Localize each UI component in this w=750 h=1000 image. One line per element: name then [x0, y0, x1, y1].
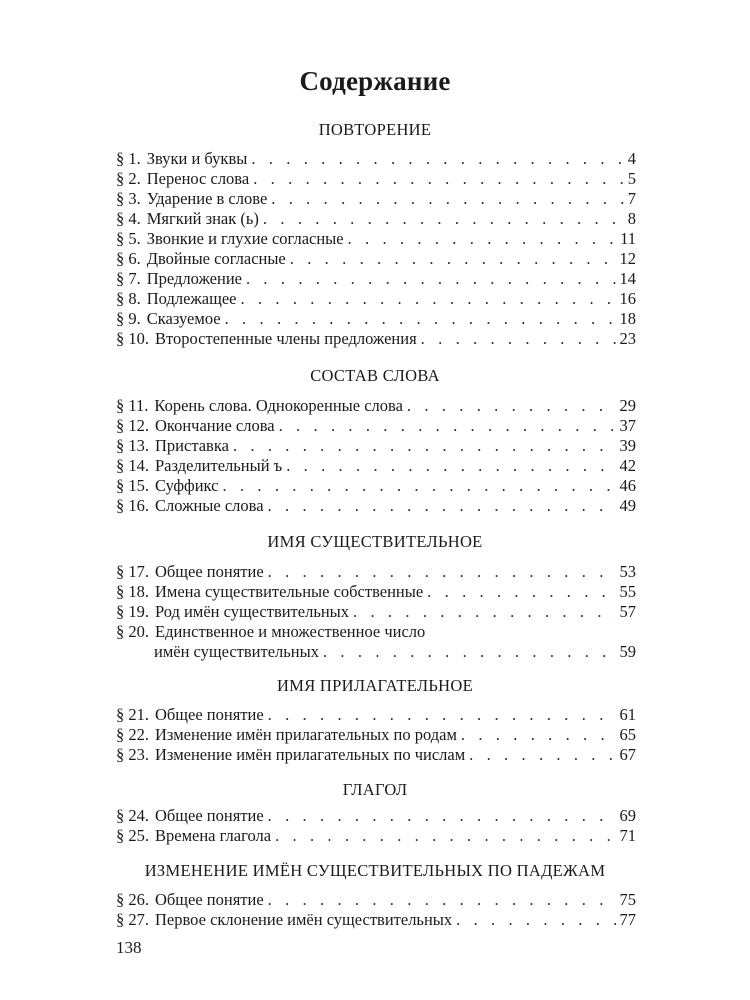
entry-title: Звонкие и глухие согласные — [146, 229, 344, 248]
entry-number: § 25. — [116, 826, 149, 845]
entry-page: 11 — [620, 229, 636, 248]
page-number: 138 — [116, 938, 142, 957]
entry-number: § 1. — [116, 149, 141, 168]
dot-leader — [268, 806, 616, 826]
entry-title: Окончание слова — [155, 416, 275, 435]
toc-section-izmenenie-po-padezham — [116, 890, 636, 930]
entry-number: § 21. — [116, 705, 149, 724]
entry-page: 14 — [619, 269, 636, 288]
entry-title: Изменение имён прилагательных по числам — [155, 745, 466, 764]
toc-entry[interactable] — [116, 602, 636, 622]
entry-page: 18 — [619, 309, 636, 328]
entry-page: 49 — [619, 496, 636, 515]
toc-entry-continuation[interactable] — [116, 642, 636, 662]
entry-title: Двойные согласные — [146, 249, 286, 268]
entry-page: 65 — [619, 725, 636, 744]
dot-leader — [427, 582, 615, 602]
toc-entry[interactable] — [116, 705, 636, 725]
section-heading-sostav-slova: СОСТАВ СЛОВА — [310, 366, 440, 385]
entry-page: 12 — [619, 249, 636, 268]
dot-leader — [263, 209, 624, 229]
dot-leader — [233, 436, 616, 456]
entry-title: Сказуемое — [146, 309, 221, 328]
toc-entry[interactable] — [116, 806, 636, 826]
entry-number: § 16. — [116, 496, 149, 515]
dot-leader — [275, 826, 615, 846]
entry-title: Ударение в слове — [146, 189, 268, 208]
entry-title: Второстепенные члены предложения — [155, 329, 417, 348]
entry-title-continuation: имён существительных — [154, 642, 319, 661]
entry-number: § 12. — [116, 416, 149, 435]
entry-page: 42 — [619, 456, 636, 475]
dot-leader — [268, 496, 616, 516]
toc-entry[interactable] — [116, 562, 636, 582]
entry-number: § 24. — [116, 806, 149, 825]
entry-title: Сложные слова — [155, 496, 264, 515]
toc-entry[interactable] — [116, 329, 636, 349]
toc-entry[interactable] — [116, 209, 636, 229]
entry-title: Общее понятие — [155, 705, 264, 724]
entry-page: 23 — [619, 329, 636, 348]
entry-page: 69 — [619, 806, 636, 825]
toc-section-imya-prilagatelnoe — [116, 705, 636, 765]
dot-leader — [222, 476, 615, 496]
toc-entry[interactable] — [116, 496, 636, 516]
dot-leader — [407, 396, 616, 416]
dot-leader — [253, 169, 624, 189]
toc-section-povtorenie — [116, 149, 636, 349]
entry-number: § 11. — [116, 396, 149, 415]
section-heading-glagol: ГЛАГОЛ — [342, 780, 408, 799]
dot-leader — [268, 705, 616, 725]
entry-page: 61 — [619, 705, 636, 724]
toc-entry[interactable] — [116, 189, 636, 209]
entry-title: Род имён существительных — [155, 602, 350, 621]
entry-title: Мягкий знак (ь) — [146, 209, 259, 228]
entry-page: 53 — [619, 562, 636, 581]
dot-leader — [353, 602, 615, 622]
entry-title: Общее понятие — [155, 890, 264, 909]
entry-page: 37 — [619, 416, 636, 435]
toc-entry[interactable] — [116, 169, 636, 189]
entry-number: § 17. — [116, 562, 149, 581]
entry-number: § 13. — [116, 436, 149, 455]
toc-entry[interactable] — [116, 476, 636, 496]
toc-entry[interactable] — [116, 269, 636, 289]
toc-entry[interactable] — [116, 229, 636, 249]
entry-title: Времена глагола — [155, 826, 272, 845]
page-title: Содержание — [299, 66, 451, 96]
entry-title: Общее понятие — [155, 806, 264, 825]
toc-entry[interactable] — [116, 890, 636, 910]
dot-leader — [225, 309, 616, 329]
entry-title: Суффикс — [155, 476, 219, 495]
dot-leader — [271, 189, 623, 209]
entry-page: 75 — [619, 890, 636, 909]
entry-title: Корень слова. Однокоренные слова — [154, 396, 403, 415]
entry-title: Единственное и множественное число — [155, 622, 426, 641]
entry-number: § 4. — [116, 209, 141, 228]
toc-entry[interactable] — [116, 582, 636, 602]
entry-page: 39 — [619, 436, 636, 455]
dot-leader — [251, 149, 623, 169]
toc-section-imya-sushchestvitelnoe — [116, 562, 636, 662]
entry-title: Имена существительные собственные — [155, 582, 424, 601]
entry-page: 71 — [619, 826, 636, 845]
entry-page: 59 — [619, 642, 636, 661]
toc-entry[interactable] — [116, 289, 636, 309]
entry-page: 77 — [619, 910, 636, 929]
toc-entry[interactable] — [116, 436, 636, 456]
entry-number: § 7. — [116, 269, 141, 288]
toc-entry[interactable] — [116, 456, 636, 476]
dot-leader — [240, 289, 615, 309]
entry-page: 46 — [619, 476, 636, 495]
entry-title: Предложение — [146, 269, 242, 288]
entry-page: 67 — [619, 745, 636, 764]
entry-number: § 22. — [116, 725, 149, 744]
toc-entry[interactable] — [116, 309, 636, 329]
entry-number: § 3. — [116, 189, 141, 208]
section-heading-imya-prilagatelnoe: ИМЯ ПРИЛАГАТЕЛЬНОЕ — [277, 676, 473, 695]
toc-section-sostav-slova — [116, 396, 636, 516]
toc-entry[interactable] — [116, 910, 636, 930]
dot-leader — [246, 269, 616, 289]
entry-number: § 26. — [116, 890, 149, 909]
entry-number: § 10. — [116, 329, 149, 348]
dot-leader — [469, 745, 615, 765]
entry-number: § 20. — [116, 622, 149, 641]
dot-leader — [268, 890, 616, 910]
entry-number: § 23. — [116, 745, 149, 764]
toc-entry[interactable] — [116, 622, 636, 642]
entry-page: 57 — [619, 602, 636, 621]
entry-title: Первое склонение имён существительных — [155, 910, 453, 929]
entry-page: 29 — [619, 396, 636, 415]
dot-leader — [348, 229, 617, 249]
entry-page: 5 — [627, 169, 636, 188]
toc-entry[interactable] — [116, 745, 636, 765]
section-heading-izmenenie-po-padezham: ИЗМЕНЕНИЕ ИМЁН СУЩЕСТВИТЕЛЬНЫХ ПО ПАДЕЖАМ — [144, 861, 606, 880]
entry-title: Перенос слова — [146, 169, 250, 188]
toc-entry[interactable] — [116, 249, 636, 269]
entry-page: 8 — [627, 209, 636, 228]
toc-entry[interactable] — [116, 416, 636, 436]
section-heading-povtorenie: ПОВТОРЕНИЕ — [318, 120, 432, 139]
dot-leader — [286, 456, 615, 476]
dot-leader — [461, 725, 616, 745]
entry-page: 7 — [627, 189, 636, 208]
entry-number: § 15. — [116, 476, 149, 495]
dot-leader — [268, 562, 616, 582]
section-heading-imya-sushchestvitelnoe: ИМЯ СУЩЕСТВИТЕЛЬНОЕ — [267, 532, 483, 551]
dot-leader — [279, 416, 616, 436]
toc-entry[interactable] — [116, 826, 636, 846]
entry-title: Звуки и буквы — [146, 149, 248, 168]
entry-number: § 14. — [116, 456, 149, 475]
toc-entry[interactable] — [116, 725, 636, 745]
entry-page: 55 — [619, 582, 636, 601]
entry-number: § 6. — [116, 249, 141, 268]
entry-title: Подлежащее — [146, 289, 237, 308]
entry-number: § 5. — [116, 229, 141, 248]
dot-leader — [456, 910, 615, 930]
entry-title: Изменение имён прилагательных по родам — [155, 725, 457, 744]
entry-title: Приставка — [155, 436, 229, 455]
toc-section-glagol — [116, 806, 636, 846]
dot-leader — [421, 329, 616, 349]
entry-number: § 19. — [116, 602, 149, 621]
entry-number: § 8. — [116, 289, 141, 308]
entry-page: 4 — [627, 149, 636, 168]
entry-number: § 2. — [116, 169, 141, 188]
dot-leader — [290, 249, 616, 269]
toc-entry[interactable] — [116, 149, 636, 169]
dot-leader — [323, 642, 616, 662]
entry-number: § 9. — [116, 309, 141, 328]
entry-title: Разделительный ъ — [155, 456, 283, 475]
entry-page: 16 — [619, 289, 636, 308]
toc-entry[interactable] — [116, 396, 636, 416]
entry-number: § 18. — [116, 582, 149, 601]
entry-number: § 27. — [116, 910, 149, 929]
entry-title: Общее понятие — [155, 562, 264, 581]
